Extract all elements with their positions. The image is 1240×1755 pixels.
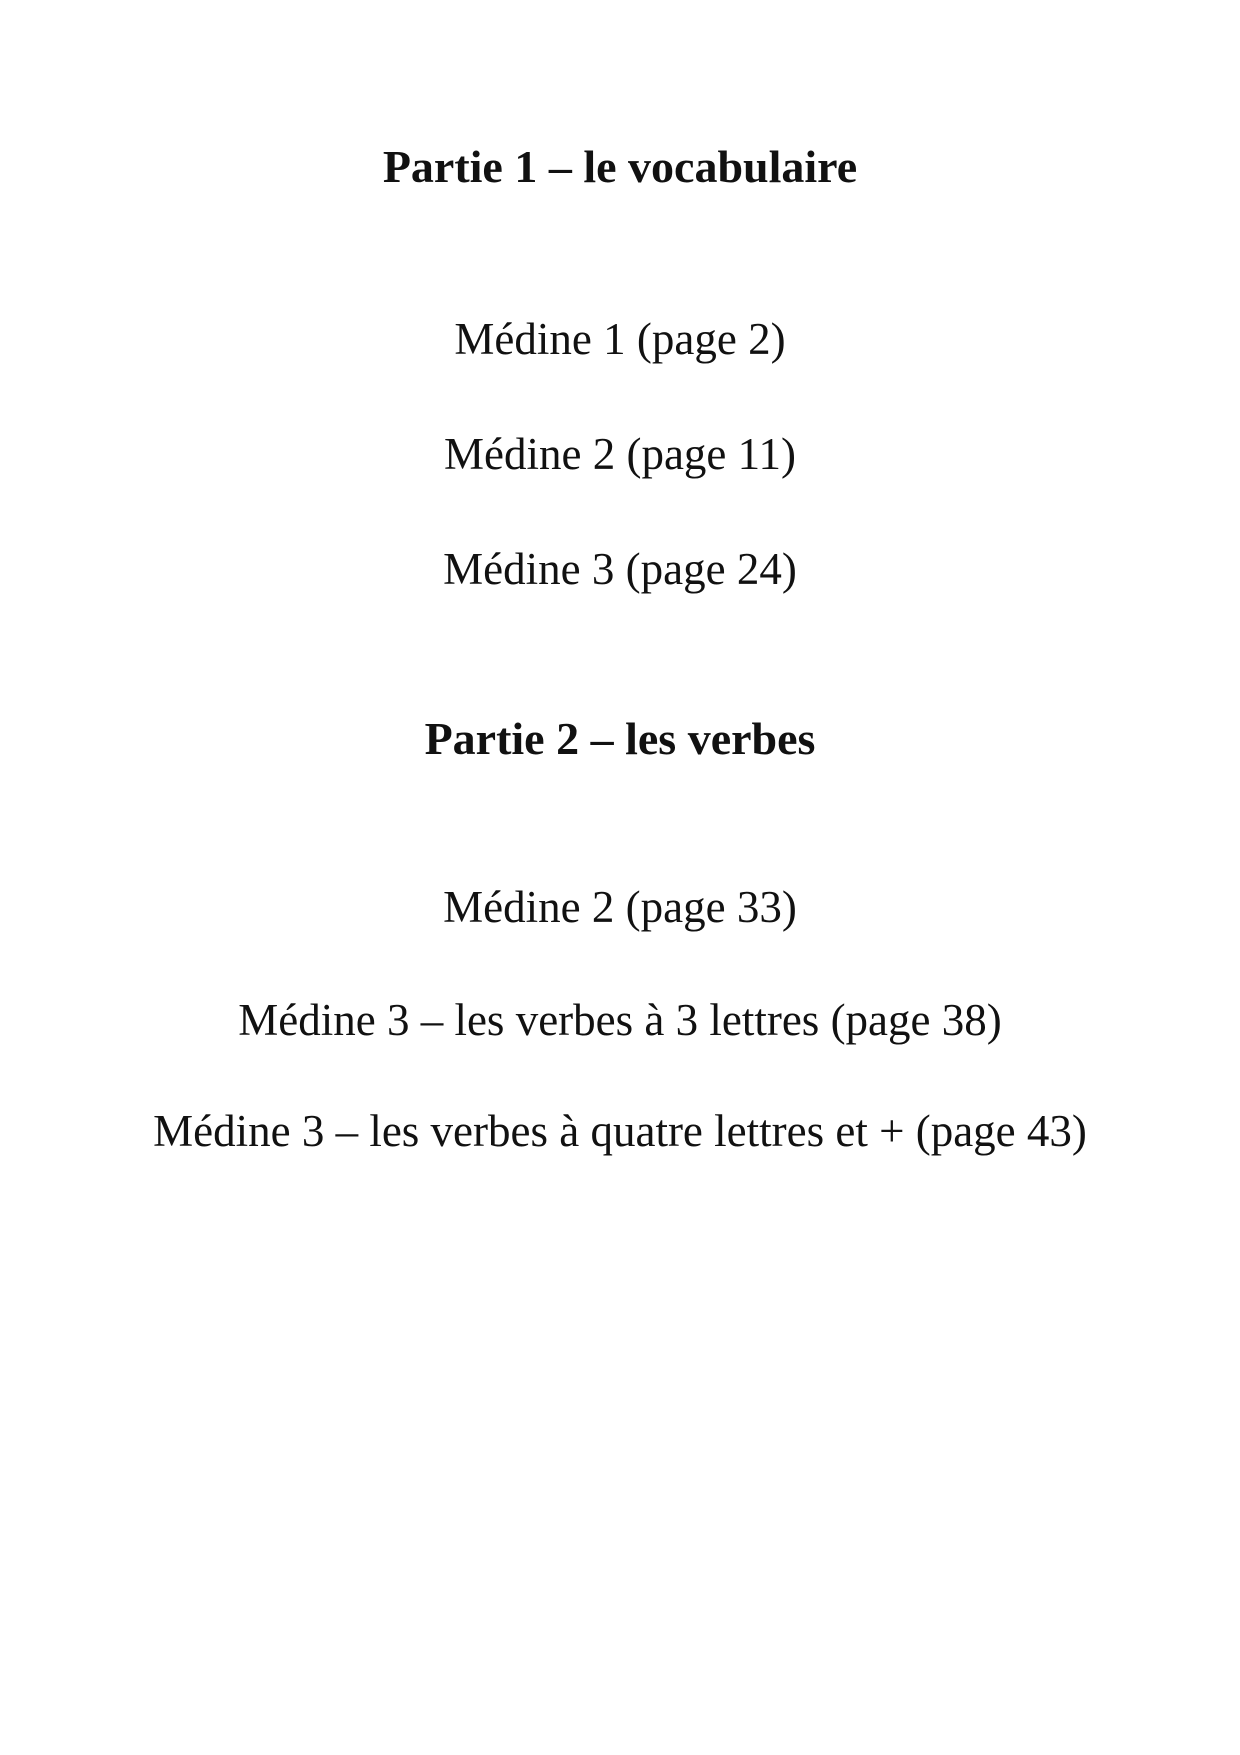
section-heading: Partie 2 – les verbes: [424, 713, 816, 764]
toc-entry: Médine 1 (page 2): [454, 314, 786, 364]
toc-entry: Médine 2 (page 33): [443, 882, 797, 932]
toc-entry: Médine 2 (page 11): [444, 429, 796, 479]
toc-entry: Médine 3 (page 24): [443, 544, 797, 594]
section-heading: Partie 1 – le vocabulaire: [382, 141, 858, 192]
toc-entry: Médine 3 – les verbes à 3 lettres (page 38): [238, 995, 1002, 1045]
toc-entry: Médine 3 – les verbes à quatre lettres et + (page 43): [153, 1106, 1087, 1156]
